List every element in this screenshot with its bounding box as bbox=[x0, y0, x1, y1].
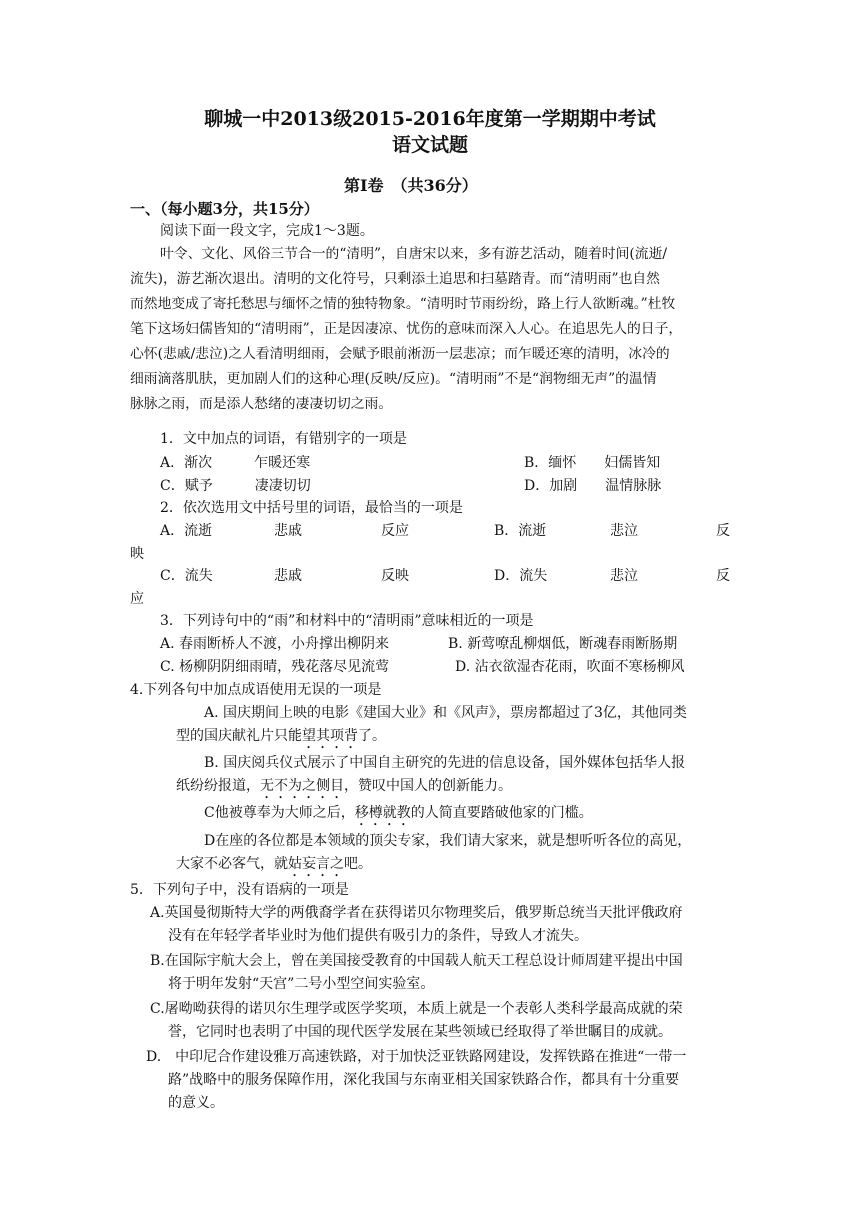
option-d-word1: D．流失 bbox=[494, 568, 548, 584]
option-b-word2: 悲泣 bbox=[610, 523, 638, 539]
question-stem: 1．文中加点的词语，有错别字的一项是 bbox=[160, 431, 407, 447]
option-a: A．渐次 乍暖还寒 bbox=[160, 455, 311, 471]
option-d-line2: 路”战略中的服务保障作用，深化我国与东南亚相关国家铁路合作，都具有十分重要 bbox=[168, 1072, 680, 1088]
option-a-word1: A．流逝 bbox=[160, 523, 213, 539]
option-c: C. 杨柳阴阴细雨晴，残花落尽见流莺 bbox=[160, 659, 390, 675]
option-a-word3: 反应 bbox=[381, 523, 409, 539]
question-stem: 5．下列句子中，没有语病的一项是 bbox=[130, 882, 349, 898]
exam-title: 聊城一中2013级2015-2016年度第一学期期中考试 bbox=[204, 108, 656, 130]
option-b-line2 bbox=[176, 776, 512, 802]
text-run: C他被尊奉为大师之后， bbox=[204, 805, 355, 821]
option-b-line1: B. 国庆阅兵仪式展示了中国自主研究的先进的信息设备，国外媒体包括华人报 bbox=[204, 755, 686, 771]
dotted-idiom: 姑妄言之 bbox=[288, 856, 344, 872]
dotted-idiom: 无不为之侧目 bbox=[260, 778, 344, 794]
text-run: 纸纷纷报道， bbox=[176, 778, 260, 794]
option-b-line1: B.在国际宇航大会上，曾在美国接受教育的中国载人航天工程总设计师周建平提出中国 bbox=[150, 953, 683, 969]
option-d-line2 bbox=[176, 854, 372, 880]
text-run: 的人简直要踏破他家的门槛。 bbox=[410, 805, 593, 821]
reading-instruction: 阅读下面一段文字，完成1～3题。 bbox=[160, 223, 374, 239]
passage-line: 而然地变成了寄托愁思与缅怀之情的独特物象。“清明时节雨纷纷，路上行人欲断魂。”杜牧 bbox=[130, 296, 676, 312]
option-b: B．缅怀 妇儒皆知 bbox=[524, 455, 661, 471]
option-d: D. 沾衣欲湿杏花雨，吹面不寒杨柳风 bbox=[455, 659, 685, 675]
passage-line: 流失)，游艺渐次退出。清明的文化符号，只剩添土追思和扫墓踏青。而“清明雨”也自然 bbox=[130, 271, 660, 287]
option-c-line1: C.屠呦呦获得的诺贝尔生理学或医学奖项，本质上就是一个表彰人类科学最高成就的荣 bbox=[150, 1001, 683, 1017]
option-b-word1: B．流逝 bbox=[494, 523, 547, 539]
option-a-line1: A. 国庆期间上映的电影《建国大业》和《风声》，票房都超过了3亿，其他同类 bbox=[204, 705, 687, 721]
option-c-line2: 誉，它同时也表明了中国的现代医学发展在某些领域已经取得了举世瞩目的成就。 bbox=[168, 1024, 672, 1040]
option-a-word2: 悲戚 bbox=[274, 523, 302, 539]
option-b-word3-wrap: 映 bbox=[130, 546, 144, 562]
question-stem: 3．下列诗句中的“雨”和材料中的“清明雨”意味相近的一项是 bbox=[160, 613, 534, 629]
text-run: ，赞叹中国人的创新能力。 bbox=[344, 778, 512, 794]
option-a-line2: 没有在年轻学者毕业时为他们提供有吸引力的条件，导致人才流失。 bbox=[168, 928, 588, 944]
option-a: A. 春雨断桥人不渡，小舟撑出柳阴来 bbox=[160, 636, 390, 652]
text-run: 大家不必客气，就 bbox=[176, 856, 288, 872]
passage-line: 心怀(悲戚/悲泣)之人看清明细雨，会赋予眼前淅沥一层悲凉；而乍暖还寒的清明，冰冷的 bbox=[130, 346, 670, 362]
option-b: B. 新莺嘹乱柳烟低，断魂春雨断肠期 bbox=[448, 636, 678, 652]
option-c-word1: C．流失 bbox=[160, 568, 213, 584]
option-c-word2: 悲戚 bbox=[274, 568, 302, 584]
exam-subtitle: 语文试题 bbox=[391, 134, 468, 156]
passage-line: 笔下这场妇儒皆知的“清明雨”，正是因凄凉、忧伤的意味而深入人心。在追思先人的日子， bbox=[130, 321, 683, 337]
dotted-idiom: 望其项背 bbox=[302, 728, 358, 744]
section-title: 一、（每小题3分，共15分） bbox=[130, 200, 319, 218]
option-c bbox=[204, 803, 593, 829]
dotted-idiom: 移樽就教 bbox=[354, 805, 411, 821]
option-b-line2: 将于明年发射“天宫”二号小型空间实验室。 bbox=[168, 976, 435, 992]
part-heading: 第Ⅰ卷 （共36分） bbox=[344, 176, 478, 195]
text-run: 了。 bbox=[358, 728, 386, 744]
option-d-word2: 悲泣 bbox=[610, 568, 638, 584]
option-c: C．赋予 凄凄切切 bbox=[160, 478, 311, 494]
option-a-line1: A.英国曼彻斯特大学的两俄裔学者在获得诺贝尔物理奖后，俄罗斯总统当天批评俄政府 bbox=[150, 905, 683, 921]
option-a-line2 bbox=[176, 726, 386, 752]
option-d: D．加剧 温情脉脉 bbox=[524, 478, 662, 494]
question-stem: 2．依次选用文中括号里的词语，最恰当的一项是 bbox=[160, 500, 463, 516]
option-b-word3: 反 bbox=[716, 523, 730, 539]
option-d-word3: 反 bbox=[716, 568, 730, 584]
option-c-word3: 反映 bbox=[381, 568, 409, 584]
text-run: 吧。 bbox=[344, 856, 372, 872]
passage-line: 叶令、文化、风俗三节合一的“清明”，自唐宋以来，多有游艺活动，随着时间(流逝/ bbox=[160, 246, 668, 262]
option-d-line1: D在座的各位都是本领域的顶尖专家，我们请大家来，就是想听听各位的高见， bbox=[204, 833, 692, 849]
question-stem: 4.下列各句中加点成语使用无误的一项是 bbox=[130, 682, 382, 698]
option-d-word3-wrap: 应 bbox=[130, 591, 144, 607]
option-d-line1: D. 中印尼合作建设雅万高速铁路，对于加快泛亚铁路网建设，发挥铁路在推进“一带一 bbox=[146, 1049, 687, 1065]
text-run: 型的国庆献礼片只能 bbox=[176, 728, 302, 744]
passage-line: 脉脉之雨，而是添人愁绪的凄凄切切之雨。 bbox=[130, 396, 393, 412]
option-d-line3: 的意义。 bbox=[168, 1095, 224, 1111]
passage-line: 细雨滴落肌肤，更加剧人们的这种心理(反映/反应)。“清明雨”不是“润物细无声”的温情 bbox=[130, 371, 657, 387]
